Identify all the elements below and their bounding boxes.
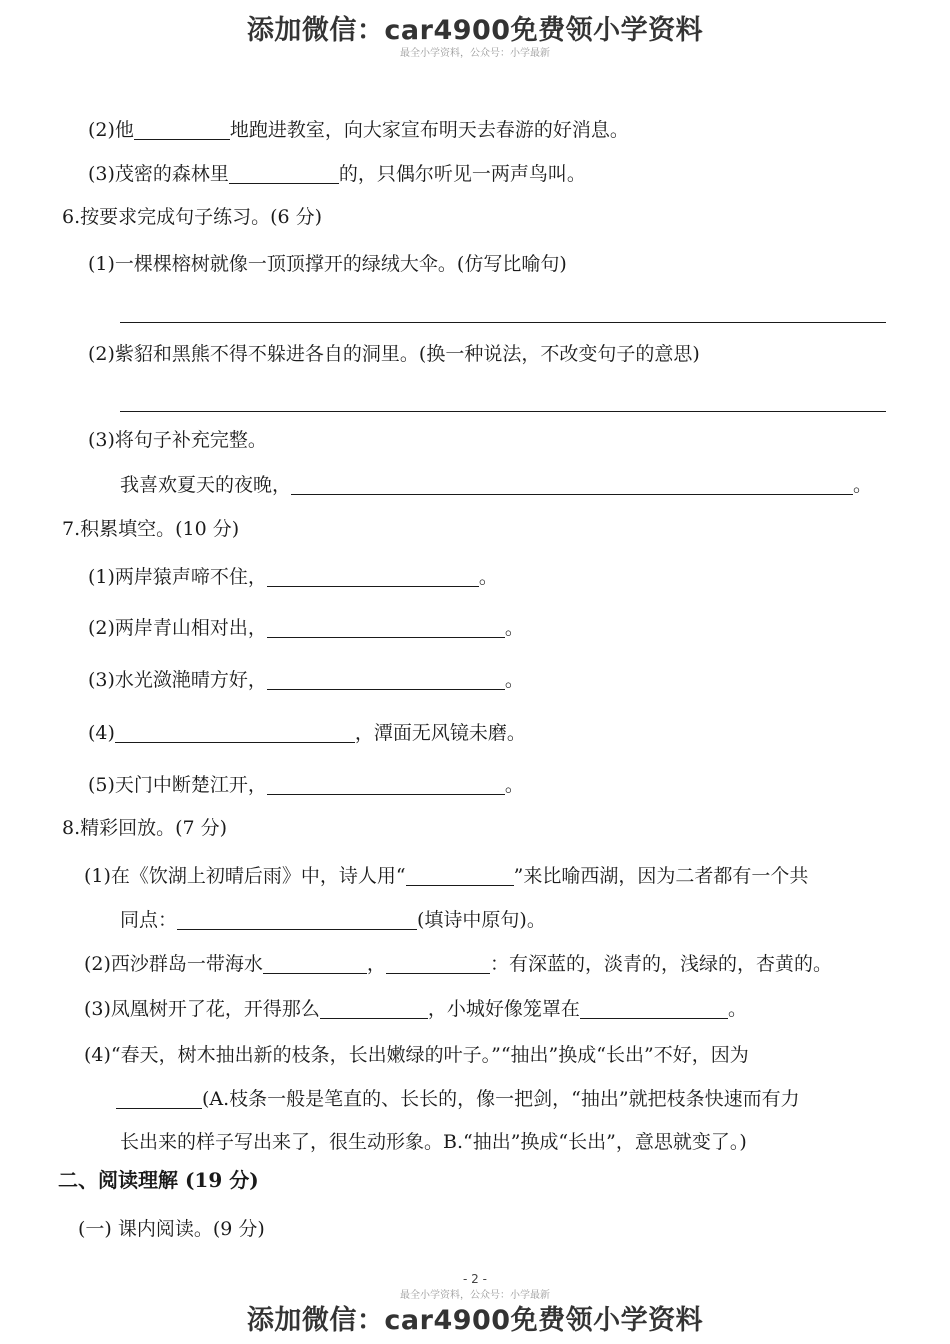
answer-blank[interactable] xyxy=(267,566,479,587)
answer-blank[interactable] xyxy=(291,474,853,495)
q5-item-2: (2)他 地跑进教室，向大家宣布明天去春游的好消息。 xyxy=(88,119,629,141)
section-2-title: 二、阅读理解 (19 分) xyxy=(58,1168,259,1192)
page-number: - 2 - xyxy=(463,1272,487,1286)
q8-item-1: (1)在《饮湖上初晴后雨》中，诗人用“ ”来比喻西湖，因为二者都有一个共 xyxy=(84,865,809,887)
q7-item-1: (1)两岸猿声啼不住， 。 xyxy=(88,566,498,588)
answer-blank[interactable] xyxy=(267,617,505,638)
question-7-title: 7.积累填空。(10 分) xyxy=(62,518,240,540)
q8-item-2: (2)西沙群岛一带海水 ， ：有深蓝的，淡青的，浅绿的，杏黄的。 xyxy=(84,953,832,975)
answer-blank[interactable] xyxy=(320,998,428,1019)
answer-blank[interactable] xyxy=(406,865,514,886)
q7-item-4: (4) ，潭面无风镜未磨。 xyxy=(88,722,526,744)
q5-item-3: (3)茂密的森林里 的，只偶尔听见一两声鸟叫。 xyxy=(88,163,586,185)
section-2-subtitle: (一) 课内阅读。(9 分) xyxy=(78,1218,265,1240)
answer-blank[interactable] xyxy=(115,722,355,743)
q6-item-2: (2)紫貂和黑熊不得不躲进各自的洞里。(换一种说法，不改变句子的意思) xyxy=(88,343,700,365)
answer-blank[interactable] xyxy=(263,953,367,974)
answer-blank[interactable] xyxy=(134,119,230,140)
answer-blank[interactable] xyxy=(229,163,339,184)
q7-item-2: (2)两岸青山相对出， 。 xyxy=(88,617,524,639)
q8-item-4-cont2: 长出来的样子写出来了，很生动形象。B.“抽出”换成“长出”，意思就变了。) xyxy=(120,1131,747,1153)
q6-item-1: (1)一棵棵榕树就像一顶顶撑开的绿绒大伞。(仿写比喻句) xyxy=(88,253,567,275)
watermark-top-faint: 最全小学资料，公众号：小学最新 xyxy=(400,48,550,59)
q8-item-4: (4)“春天，树木抽出新的枝条，长出嫩绿的叶子。”“抽出”换成“长出”不好，因为 xyxy=(84,1044,749,1066)
answer-blank[interactable] xyxy=(177,909,417,930)
answer-blank[interactable] xyxy=(580,998,728,1019)
q8-item-4-cont: (A.枝条一般是笔直的、长长的，像一把剑，“抽出”就把枝条快速而有力 xyxy=(116,1085,800,1113)
answer-blank[interactable] xyxy=(267,669,505,690)
q7-item-3: (3)水光潋滟晴方好， 。 xyxy=(88,669,524,691)
answer-line[interactable] xyxy=(120,411,886,412)
watermark-top: 添加微信：car4900免费领小学资料 xyxy=(246,15,704,46)
question-6-title: 6.按要求完成句子练习。(6 分) xyxy=(62,206,323,228)
answer-blank[interactable] xyxy=(267,774,505,795)
q8-item-1-cont: 同点： (填诗中原句)。 xyxy=(120,909,546,931)
q8-item-3: (3)凤凰树开了花，开得那么 ，小城好像笼罩在 。 xyxy=(84,998,747,1020)
q7-item-5: (5)天门中断楚江开， 。 xyxy=(88,774,524,796)
watermark-bottom-faint: 最全小学资料，公众号：小学最新 xyxy=(400,1290,550,1301)
answer-line[interactable] xyxy=(120,322,886,323)
answer-blank[interactable] xyxy=(116,1088,202,1109)
q6-item-3-sentence: 我喜欢夏天的夜晚， 。 xyxy=(120,474,873,496)
question-8-title: 8.精彩回放。(7 分) xyxy=(62,817,228,839)
watermark-bottom: 添加微信：car4900免费领小学资料 xyxy=(246,1305,704,1336)
answer-blank[interactable] xyxy=(386,953,490,974)
q6-item-3: (3)将句子补充完整。 xyxy=(88,429,267,451)
